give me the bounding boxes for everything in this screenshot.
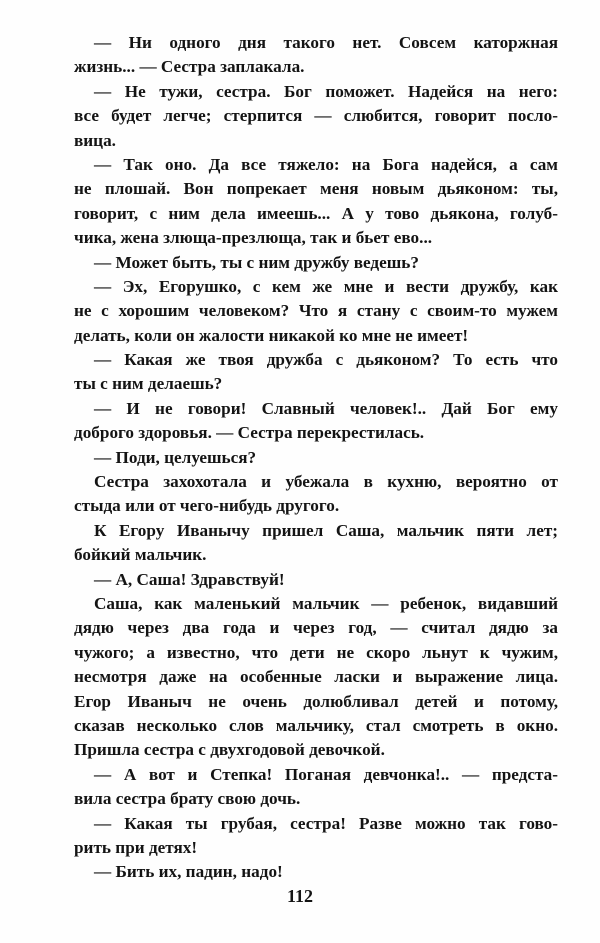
text-line: доброго здоровья. — Сестра перекрестилась. xyxy=(74,423,425,443)
text-line: говорит, с ним дела имеешь... А у тово дьякона, голуб- xyxy=(74,203,558,223)
text-line: ты с ним делаешь? xyxy=(74,374,223,394)
paragraph xyxy=(74,446,558,470)
text-line: бойкий мальчик. xyxy=(74,545,207,565)
paragraph xyxy=(74,80,558,153)
text-line: Сестра захохотала и убежала в кухню, вероятно от xyxy=(94,472,558,492)
text-line: делать, коли он жалости никакой ко мне не имеет! xyxy=(74,325,469,345)
text-line: К Егору Иванычу пришел Саша, мальчик пяти лет; xyxy=(94,520,558,540)
text-line: вила сестра брату свою дочь. xyxy=(74,789,301,809)
text-line: все будет легче; стерпится — слюбится, говорит посло- xyxy=(74,106,558,126)
paragraph xyxy=(74,348,558,397)
paragraph xyxy=(74,31,558,80)
text-line: — Бить их, падин, надо! xyxy=(94,862,283,882)
text-line: — Поди, целуешься? xyxy=(94,447,257,467)
text-line: рить при детях! xyxy=(74,837,198,857)
text-line: не с хорошим человеком? Что я стану с своим-то мужем xyxy=(74,301,558,321)
text-line: Пришла сестра с двухгодовой девочкой. xyxy=(74,740,385,760)
text-line: вица. xyxy=(74,130,116,150)
text-line: Саша, как маленький мальчик — ребенок, видавший xyxy=(94,593,558,613)
paragraph xyxy=(74,251,558,275)
text-line: Егор Иваныч не очень долюбливал детей и потому, xyxy=(74,691,558,711)
text-line: несмотря даже на особенные ласки и выражение лица. xyxy=(74,667,558,687)
paragraph xyxy=(74,275,558,348)
paragraph xyxy=(74,153,558,251)
paragraph xyxy=(74,763,558,812)
paragraph xyxy=(74,519,558,568)
text-line: стыда или от чего-нибудь другого. xyxy=(74,496,340,516)
text-line: жизнь... — Сестра заплакала. xyxy=(74,57,305,77)
text-line: — А, Саша! Здравствуй! xyxy=(94,569,285,589)
page-number: 112 xyxy=(286,886,313,906)
paragraph xyxy=(74,470,558,519)
paragraph xyxy=(74,860,558,884)
text-line: чужого; а известно, что дети не скоро льнут к чужим, xyxy=(74,642,558,662)
paragraph xyxy=(74,592,558,763)
text-line: — Какая же твоя дружба с дьяконом? То есть что xyxy=(94,350,558,370)
text-line: — Какая ты грубая, сестра! Разве можно так гово- xyxy=(94,813,558,833)
text-line: чика, жена злюща-презлюща, так и бьет ево... xyxy=(74,228,433,248)
text-line: — А вот и Степка! Поганая девчонка!.. — предста- xyxy=(94,764,558,784)
text-line: — Эх, Егорушко, с кем же мне и вести дружбу, как xyxy=(94,276,558,296)
paragraph xyxy=(74,812,558,861)
paragraph xyxy=(74,568,558,592)
page-text xyxy=(74,31,558,885)
text-line: — Ни одного дня такого нет. Совсем каторжная xyxy=(94,33,558,52)
text-line: дядю через два года и через год, — считал дядю за xyxy=(74,618,558,638)
text-line: — Не тужи, сестра. Бог поможет. Надейся на него: xyxy=(94,81,558,101)
text-line: — И не говори! Славный человек!.. Дай Бог ему xyxy=(94,398,558,418)
paragraph xyxy=(74,397,558,446)
text-line: сказав несколько слов мальчику, стал смотреть в окно. xyxy=(74,715,558,735)
text-line: — Так оно. Да все тяжело: на Бога надейся, а сам xyxy=(94,154,558,174)
text-line: не плошай. Вон попрекает меня новым дьяконом: ты, xyxy=(74,179,558,199)
text-line: — Может быть, ты с ним дружбу ведешь? xyxy=(94,252,419,272)
